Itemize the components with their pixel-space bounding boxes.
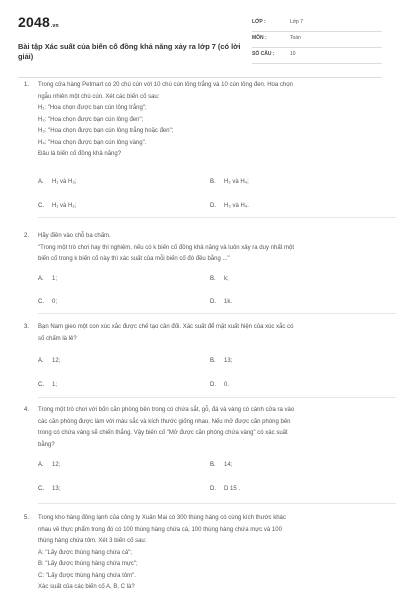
question-number: 2.	[24, 233, 30, 239]
option-letter: B.	[210, 358, 216, 364]
option-text: 1k.	[224, 299, 233, 305]
option-letter: D.	[210, 486, 216, 492]
question-line: "Trong một trò chơi hay thí nghiệm, nếu có k biến cố đồng khả năng và luôn xảy ra duy nhất một	[38, 244, 294, 251]
question-divider	[38, 397, 396, 398]
option-text: 1;	[52, 382, 58, 388]
option-letter: D.	[210, 203, 216, 209]
option-a[interactable]	[38, 356, 60, 368]
question-text	[38, 513, 376, 594]
option-text: 0.	[224, 382, 230, 388]
question-text	[38, 231, 376, 266]
option-letter: B.	[210, 462, 216, 468]
question-line: Trong một trò chơi với bốn căn phòng bên trong có chứa sắt, gỗ, đá và vàng có cánh cửa ra vào	[38, 407, 295, 413]
subject-value: Toán	[290, 35, 301, 41]
option-letter: A.	[38, 276, 44, 282]
question-line: C: "Lấy được thùng hàng chứa tôm".	[38, 572, 136, 579]
option-c[interactable]	[38, 201, 76, 213]
option-c[interactable]	[38, 297, 57, 309]
question-line: trong có chứa vàng sẽ chiến thắng. Vậy biến cố "Mở được căn phòng chứa vàng" có xác suất	[38, 430, 288, 436]
site-logo[interactable]	[18, 14, 59, 30]
option-d[interactable]	[210, 380, 229, 392]
logo-text: 2048	[18, 14, 50, 30]
option-text: H₂ và H₄;	[224, 179, 249, 185]
count-label: SỐ CÂU :	[252, 51, 275, 57]
option-text: 14;	[224, 462, 233, 468]
option-text: H₁ và H₂;	[52, 203, 77, 209]
option-text: H₁ và H₃;	[52, 179, 77, 185]
option-text: 12;	[52, 358, 61, 364]
header-divider	[18, 77, 382, 78]
option-text: 1;	[52, 276, 58, 282]
option-letter: C.	[38, 382, 44, 388]
meta-row-subject	[252, 32, 382, 48]
option-letter: B.	[210, 179, 216, 185]
question-divider	[38, 313, 396, 314]
option-text: 0;	[52, 299, 58, 305]
question-line: bằng?	[38, 441, 55, 448]
option-letter: D.	[210, 382, 216, 388]
count-value: 10	[290, 51, 296, 57]
question-line: các căn phòng được làm với màu sắc và kích thước giống nhau. Nếu mở được căn phòng bên	[38, 418, 291, 425]
question-text	[38, 405, 376, 451]
option-d[interactable]	[210, 201, 249, 213]
question-number: 1.	[24, 82, 30, 88]
question-number: 5.	[24, 515, 30, 521]
question-line: thùng hàng chứa tôm. Xét 3 biến cố sau:	[38, 538, 147, 544]
option-a[interactable]	[38, 177, 76, 189]
option-letter: B.	[210, 276, 216, 282]
class-value: Lớp 7	[290, 19, 304, 25]
question-line: Trong kho hàng đông lạnh của công ty Xuân Mai có 300 thùng hàng có cùng kích thước khác	[38, 515, 286, 521]
question-line: H₂: "Hoa chọn được bạn cún lông đen";	[38, 116, 144, 123]
question-line: H₄: "Hoa chọn được bạn cún lông vàng".	[38, 139, 147, 146]
question-line: Bạn Nam gieo một con xúc xắc được chế tạo cân đối. Xác suất để mặt xuất hiện của xúc xắc có	[38, 324, 294, 330]
question-line: Xác suất của các biến cố A, B, C là?	[38, 584, 135, 590]
question-line: Hãy điền vào chỗ ba chấm.	[38, 233, 111, 239]
option-b[interactable]	[210, 274, 229, 286]
question-divider	[38, 503, 396, 504]
option-letter: A.	[38, 179, 44, 185]
option-d[interactable]	[210, 297, 232, 309]
option-b[interactable]	[210, 177, 249, 189]
subject-label: MÔN :	[252, 35, 267, 41]
option-b[interactable]	[210, 356, 232, 368]
question-line: số chấm là lẻ?	[38, 335, 77, 342]
question-line: ngẫu nhiên một chú cún. Xét các biến cố sau:	[38, 93, 160, 100]
option-letter: A.	[38, 462, 44, 468]
meta-row-class	[252, 16, 382, 32]
option-text: 12;	[52, 462, 61, 468]
option-letter: C.	[38, 299, 44, 305]
question-line: H₃: "Hoa chọn được bạn cún lông trắng hoặc đen";	[38, 128, 174, 134]
question-divider	[38, 217, 396, 218]
question-text	[38, 80, 376, 161]
worksheet-title: Bài tập Xác suất của biến cố đồng khả năng xảy ra lớp 7 (có lời giải)	[18, 42, 241, 61]
option-text: H₃ và H₄.	[224, 203, 249, 209]
option-letter: C.	[38, 203, 44, 209]
worksheet-meta	[252, 16, 382, 64]
option-c[interactable]	[38, 380, 57, 392]
option-letter: D.	[210, 299, 216, 305]
option-text: 13;	[224, 358, 233, 364]
question-text	[38, 322, 376, 345]
option-letter: A.	[38, 358, 44, 364]
question-line: biến cố trong k biến cố này thì xác suất của mỗi biến cố đó đều bằng ..."	[38, 256, 230, 262]
logo-suffix: .vn	[50, 23, 59, 29]
question-line: Đâu là biến cố đồng khả năng?	[38, 151, 122, 157]
question-line: B: "Lấy được thùng hàng chứa mực";	[38, 561, 138, 567]
option-text: D 15 .	[224, 486, 241, 492]
option-c[interactable]	[38, 484, 60, 496]
meta-row-count	[252, 48, 382, 64]
question-number: 3.	[24, 324, 30, 330]
question-line: H₁: "Hoa chọn được bạn cún lông trắng";	[38, 105, 147, 111]
question-line: Trong cửa hàng Petmart có 20 chú cún với 10 chú cún lông trắng và 10 cún lông đen. Hoa chọn	[38, 82, 293, 88]
option-d[interactable]	[210, 484, 240, 496]
question-line: A: "Lấy được thùng hàng chứa cá";	[38, 549, 132, 556]
option-text: k;	[224, 276, 229, 282]
question-number: 4.	[24, 407, 30, 413]
question-line: nhau về thực phẩm trong đó có 100 thùng hàng chứa cá, 100 thùng hàng chứa mực và 100	[38, 526, 282, 533]
option-b[interactable]	[210, 460, 232, 472]
option-letter: C.	[38, 486, 44, 492]
option-a[interactable]	[38, 460, 60, 472]
class-label: LỚP :	[252, 19, 266, 25]
option-a[interactable]	[38, 274, 57, 286]
option-text: 13;	[52, 486, 61, 492]
